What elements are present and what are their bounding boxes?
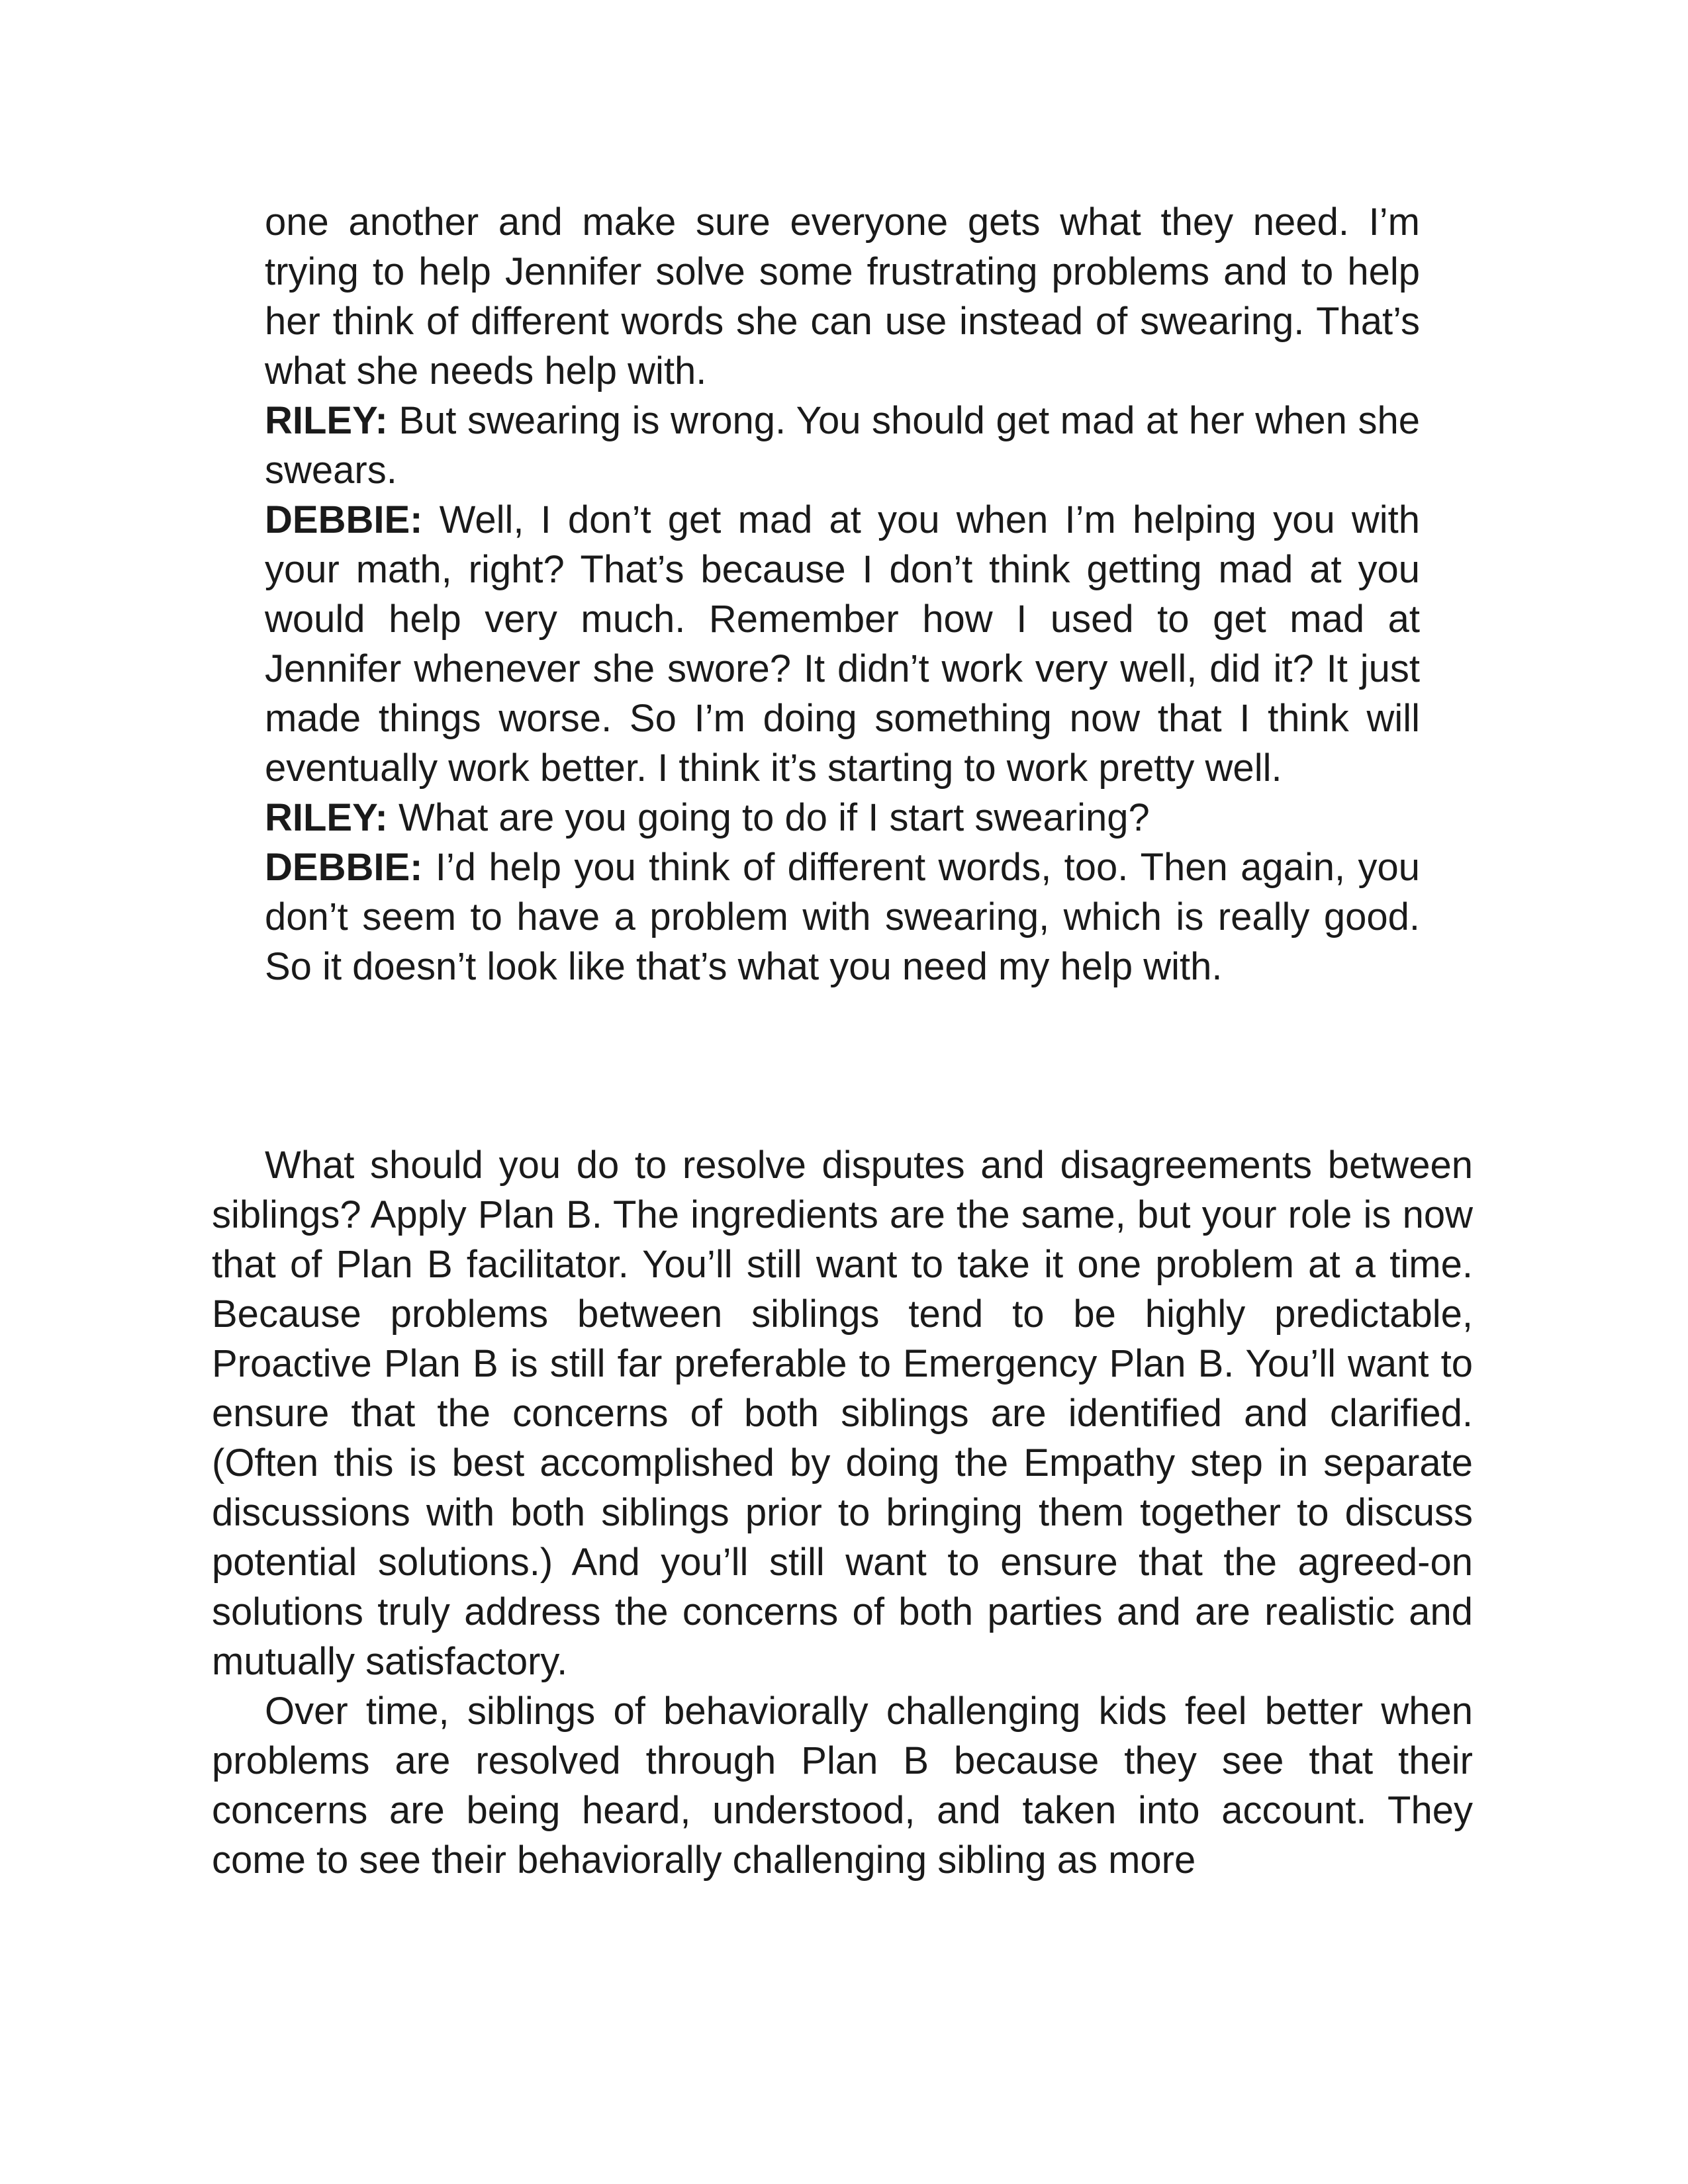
- dialogue-text: Well, I don’t get mad at you when I’m helping you with your math, right? That’s because I don’t think getting mad at you would help very much. Remember how I used to get mad at Jennifer whenever she swore? It didn’t work very well, did it? It just made things worse. So I’m doing something now that I think will eventually work better. I think it’s starting to work pretty well.: [265, 498, 1420, 790]
- dialogue-text: What are you going to do if I start swearing?: [398, 796, 1150, 839]
- dialogue-text: one another and make sure everyone gets what they need. I’m trying to help Jennifer solve some frustrating problems and to help her think of different words she can use instead of swearing. That’s what she needs help with.: [265, 201, 1420, 392]
- dialogue-line: [265, 495, 1420, 793]
- dialogue-line: [265, 842, 1420, 991]
- paragraph: What should you do to resolve disputes and disagreements between siblings? Apply Plan B. The ingredients are the same, but your role is now that of Plan B facilitator. You’ll still want to take it one problem at a time. Because problems between siblings tend to be highly predictable, Proactive Plan B is still far preferable to Emergency Plan B. You’ll want to ensure that the concerns of both siblings are identified and clarified. (Often this is best accomplished by doing the Empathy step in separate discussions with both siblings prior to bringing them together to discuss potential solutions.) And you’ll still want to ensure that the agreed-on solutions truly address the concerns of both parties and are realistic and mutually satisfactory.: [212, 1144, 1473, 1683]
- body-text: [212, 1140, 1473, 1885]
- dialogue-text: But swearing is wrong. You should get mad at her when she swears.: [265, 399, 1420, 492]
- dialogue-block: [265, 197, 1420, 991]
- paragraph: Over time, siblings of behaviorally challenging kids feel better when problems are resolved through Plan B because they see that their concerns are being heard, understood, and taken into account. They come to see their behaviorally challenging sibling as more: [212, 1690, 1473, 1882]
- speaker-label: DEBBIE:: [265, 846, 423, 889]
- dialogue-text: I’d help you think of different words, too. Then again, you don’t seem to have a problem with swearing, which is really good. So it doesn’t look like that’s what you need my help with.: [265, 846, 1420, 988]
- speaker-label: RILEY:: [265, 796, 388, 839]
- speaker-label: RILEY:: [265, 399, 388, 442]
- speaker-label: DEBBIE:: [265, 498, 423, 541]
- dialogue-line: [265, 793, 1420, 842]
- dialogue-line: [265, 396, 1420, 495]
- dialogue-line: [265, 197, 1420, 396]
